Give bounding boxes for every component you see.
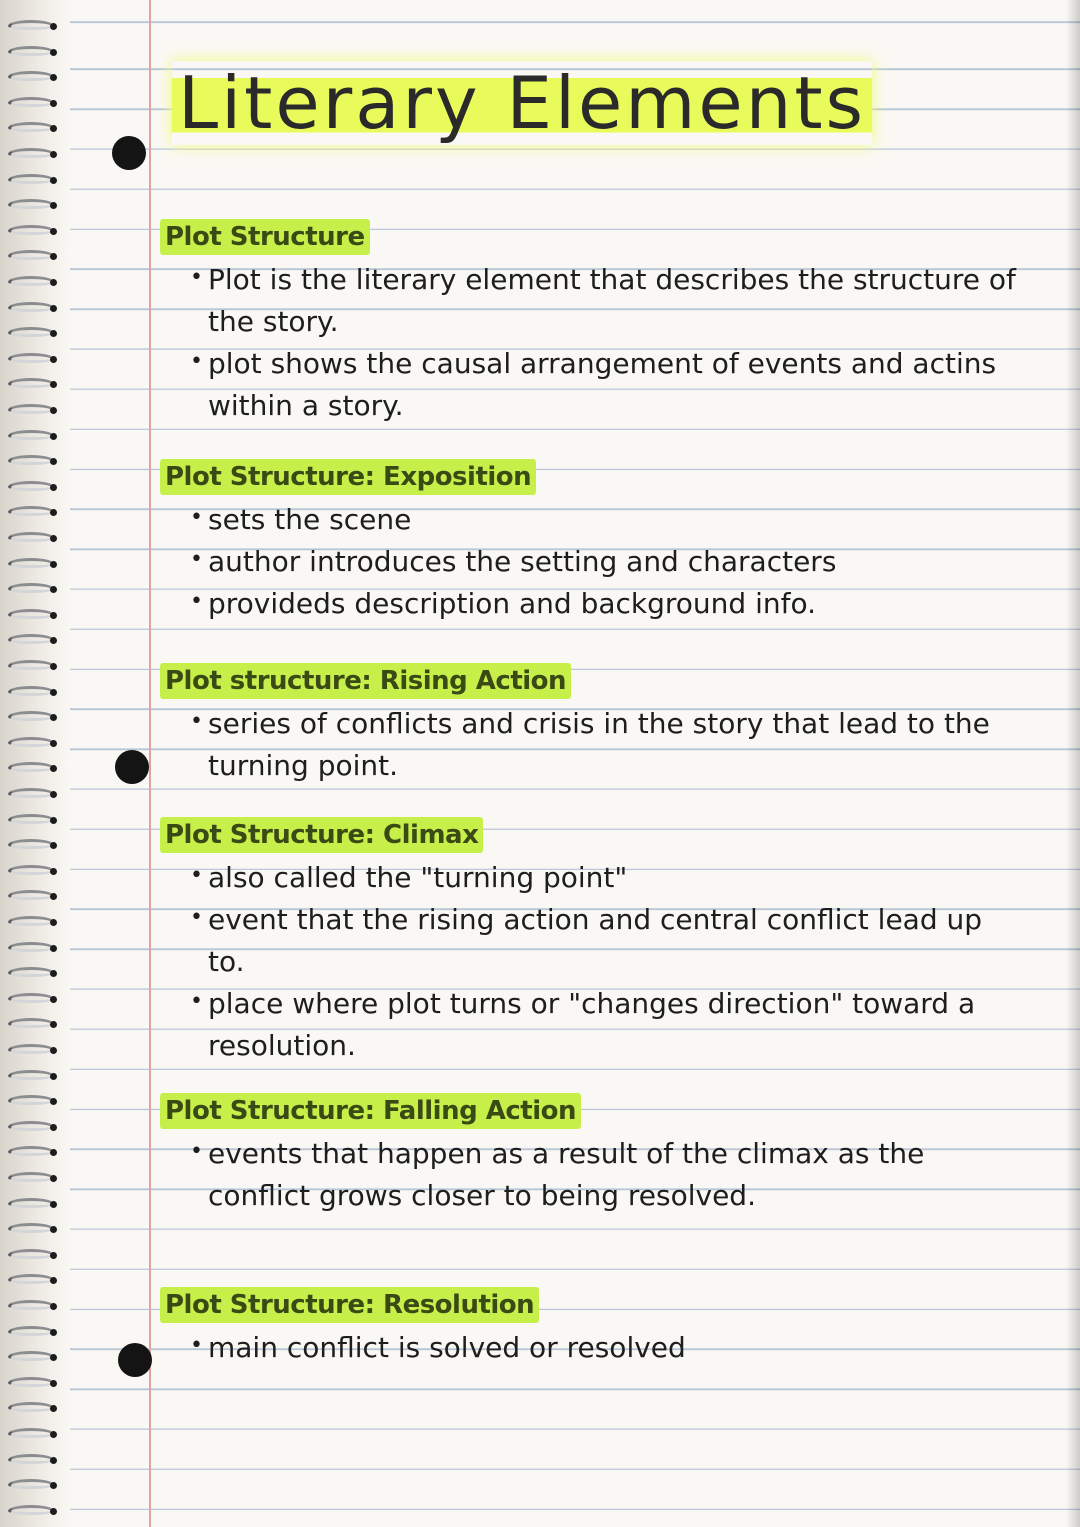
spiral-coil xyxy=(8,174,54,184)
section-heading: Plot structure: Rising Action xyxy=(160,663,571,699)
page-title xyxy=(172,55,1030,151)
bullet-list xyxy=(160,703,1020,787)
spiral-coil xyxy=(8,1095,54,1105)
spiral-coil xyxy=(8,1300,54,1310)
bullet-list xyxy=(160,1133,1020,1217)
spiral-coil xyxy=(8,353,54,363)
spiral-coil xyxy=(8,1146,54,1156)
spiral-coil xyxy=(8,71,54,81)
section-rising-action xyxy=(160,663,1020,787)
spiral-coil xyxy=(8,225,54,235)
bullet-item: • sets the scene xyxy=(198,499,1020,541)
spiral-coil xyxy=(8,1505,54,1515)
spiral-coil xyxy=(8,1198,54,1208)
spiral-coil xyxy=(8,1351,54,1361)
spiral-coil xyxy=(8,942,54,952)
bullet-item: • plot shows the causal arrangement of events and actins within a story. xyxy=(198,343,1020,427)
notes-content xyxy=(160,55,1030,1364)
title-text: Literary Elements xyxy=(172,61,872,145)
spiral-coil xyxy=(8,609,54,619)
spiral-coil xyxy=(8,97,54,107)
spiral-coil xyxy=(8,583,54,593)
section-heading: Plot Structure: Resolution xyxy=(160,1287,539,1323)
spiral-coil xyxy=(8,199,54,209)
spiral-coil xyxy=(8,839,54,849)
section-plot-structure xyxy=(160,219,1020,427)
spiral-coil xyxy=(8,737,54,747)
spiral-coil xyxy=(8,1044,54,1054)
section-heading: Plot Structure xyxy=(160,219,370,255)
spiral-coil xyxy=(8,122,54,132)
spiral-coil xyxy=(8,1070,54,1080)
spiral-coil xyxy=(8,916,54,926)
section-exposition xyxy=(160,459,1020,625)
punch-hole-top xyxy=(112,136,146,170)
spiral-coil xyxy=(8,993,54,1003)
bullet-item: • series of conflicts and crisis in the story that lead to the turning point. xyxy=(198,703,1020,787)
spiral-coil xyxy=(8,1402,54,1412)
spiral-coil xyxy=(8,711,54,721)
spiral-coil xyxy=(8,814,54,824)
bullet-list xyxy=(160,857,1020,1067)
spiral-coil xyxy=(8,1121,54,1131)
punch-hole-middle xyxy=(115,750,149,784)
section-climax xyxy=(160,817,1020,1067)
bullet-item: • events that happen as a result of the climax as the conflict grows closer to being resolved. xyxy=(198,1133,1020,1217)
bullet-list xyxy=(160,259,1020,427)
spiral-coil xyxy=(8,686,54,696)
bullet-list xyxy=(160,1327,1020,1369)
spiral-coil xyxy=(8,1223,54,1233)
spiral-coil xyxy=(8,1172,54,1182)
bullet-list xyxy=(160,499,1020,625)
spiral-coil xyxy=(8,506,54,516)
spiral-coil xyxy=(8,327,54,337)
spiral-coil xyxy=(8,302,54,312)
spiral-coil xyxy=(8,1249,54,1259)
spiral-coil xyxy=(8,250,54,260)
spiral-coil xyxy=(8,1454,54,1464)
section-resolution xyxy=(160,1287,1020,1369)
spiral-coil xyxy=(8,378,54,388)
spiral-coil xyxy=(8,1428,54,1438)
spiral-coil xyxy=(8,1018,54,1028)
punch-hole-bottom xyxy=(118,1343,152,1377)
spiral-coil xyxy=(8,890,54,900)
spiral-coil xyxy=(8,1377,54,1387)
section-heading: Plot Structure: Falling Action xyxy=(160,1093,581,1129)
spiral-coil xyxy=(8,865,54,875)
spiral-binding xyxy=(0,0,70,1527)
spiral-coil xyxy=(8,1274,54,1284)
spiral-coil xyxy=(8,148,54,158)
section-falling-action xyxy=(160,1093,1020,1217)
margin-line xyxy=(149,0,151,1527)
spiral-coil xyxy=(8,20,54,30)
spiral-coil xyxy=(8,558,54,568)
spiral-coil xyxy=(8,404,54,414)
spiral-coil xyxy=(8,46,54,56)
spiral-coil xyxy=(8,481,54,491)
spiral-coil xyxy=(8,762,54,772)
spiral-coil xyxy=(8,276,54,286)
spiral-coil xyxy=(8,634,54,644)
bullet-item: • event that the rising action and central conflict lead up to. xyxy=(198,899,1020,983)
bullet-item: • Plot is the literary element that describes the structure of the story. xyxy=(198,259,1020,343)
spiral-coil xyxy=(8,788,54,798)
spiral-coil xyxy=(8,660,54,670)
spiral-coil xyxy=(8,1326,54,1336)
bullet-item: • also called the "turning point" xyxy=(198,857,1020,899)
section-heading: Plot Structure: Exposition xyxy=(160,459,536,495)
bullet-item: • provideds description and background info. xyxy=(198,583,1020,625)
spiral-coil xyxy=(8,430,54,440)
section-heading: Plot Structure: Climax xyxy=(160,817,483,853)
bullet-item: • author introduces the setting and characters xyxy=(198,541,1020,583)
spiral-coil xyxy=(8,532,54,542)
bullet-item: • place where plot turns or "changes direction" toward a resolution. xyxy=(198,983,1020,1067)
spiral-coil xyxy=(8,455,54,465)
spiral-coil xyxy=(8,1479,54,1489)
spiral-coil xyxy=(8,967,54,977)
bullet-item: • main conflict is solved or resolved xyxy=(198,1327,1020,1369)
